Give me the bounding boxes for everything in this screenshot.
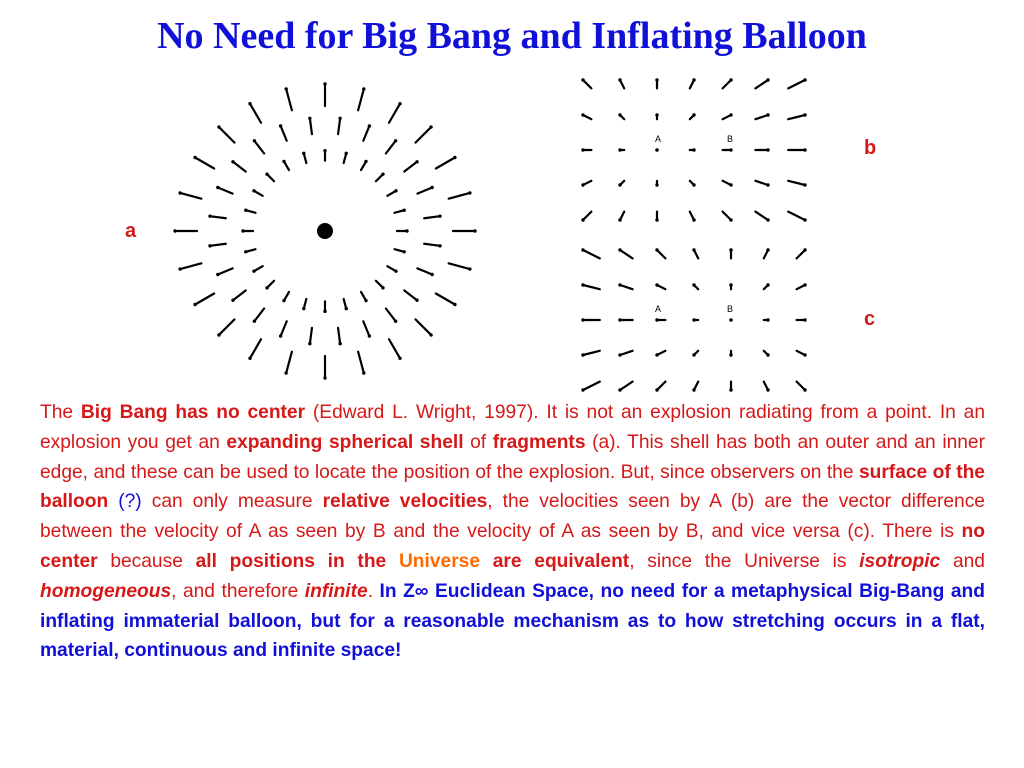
text-run <box>480 551 493 572</box>
fragment-arrow-dot <box>265 286 268 289</box>
fragment-arrow-stroke <box>358 89 364 110</box>
fragment-arrow-dot <box>438 244 441 247</box>
velocity-arrow-dot <box>766 218 769 221</box>
fragment-arrow-dot <box>398 102 401 105</box>
fragment-arrow-dot <box>178 267 181 270</box>
velocity-arrow-dot <box>692 148 695 151</box>
text-run: of <box>463 431 493 453</box>
velocity-arrow-dot <box>803 353 806 356</box>
velocity-arrow-dot <box>581 353 584 356</box>
text-run-bold: relative velocities <box>322 491 488 513</box>
velocity-arrow-stroke <box>755 80 768 88</box>
fragment-arrow-stroke <box>449 263 470 269</box>
velocity-arrow-stroke <box>723 80 731 88</box>
text-run-bold: no center <box>40 521 985 572</box>
velocity-arrow-stroke <box>788 115 805 119</box>
fragment-arrow-dot <box>279 124 282 127</box>
velocity-arrow-dot <box>766 183 769 186</box>
point-label-a: A <box>655 304 662 314</box>
relative-velocity-grid-c <box>581 248 806 391</box>
velocity-arrow-dot <box>618 113 621 116</box>
velocity-arrow-dot <box>766 113 769 116</box>
velocity-arrow-stroke <box>583 382 600 390</box>
velocity-arrow-dot <box>655 78 658 81</box>
text-run: , the velocities seen by A (b) are the vector difference between the velocity of A as seen by B and the velocity of A as seen by B, and vice versa (c). There is <box>40 491 985 543</box>
fragment-arrow-stroke <box>210 244 226 246</box>
fragment-arrow-dot <box>394 269 397 272</box>
velocity-arrow-stroke <box>657 382 665 390</box>
velocity-arrow-stroke <box>657 250 665 258</box>
explosion-diagram-a <box>173 82 476 379</box>
velocity-arrow-dot <box>803 183 806 186</box>
text-run-bold-italic: infinite <box>304 580 368 602</box>
fragment-arrow-dot <box>381 286 384 289</box>
velocity-arrow-dot <box>655 113 658 116</box>
fragment-arrow-stroke <box>386 141 396 154</box>
fragment-arrow-stroke <box>424 244 440 246</box>
fragment-arrow-stroke <box>436 158 455 169</box>
fragment-arrow-dot <box>217 333 220 336</box>
velocity-arrow-stroke <box>797 382 805 390</box>
fragment-arrow-dot <box>345 152 348 155</box>
fragment-arrow-stroke <box>417 268 432 274</box>
velocity-arrow-dot <box>803 248 806 251</box>
fragment-arrow-stroke <box>310 118 312 134</box>
velocity-arrow-dot <box>655 388 658 391</box>
fragment-arrow-dot <box>403 250 406 253</box>
fragment-arrow-stroke <box>219 319 235 335</box>
velocity-arrow-dot <box>618 183 621 186</box>
velocity-arrow-stroke <box>583 351 600 355</box>
fragment-arrow-stroke <box>338 118 340 134</box>
fragment-arrow-stroke <box>449 193 470 199</box>
fragment-arrow-stroke <box>219 127 235 143</box>
fragment-arrow-stroke <box>389 339 400 358</box>
fragment-arrow-dot <box>453 156 456 159</box>
velocity-arrow-dot <box>581 218 584 221</box>
fragment-arrow-dot <box>248 357 251 360</box>
fragment-arrow-dot <box>368 334 371 337</box>
fragment-arrow-stroke <box>218 268 233 274</box>
fragment-arrow-stroke <box>416 319 432 335</box>
fragment-arrow-dot <box>430 273 433 276</box>
fragment-arrow-dot <box>208 214 211 217</box>
velocity-arrow-dot <box>766 248 769 251</box>
velocity-arrow-dot <box>581 283 584 286</box>
relative-velocity-grid-b <box>581 78 806 221</box>
velocity-arrow-dot <box>618 248 621 251</box>
velocity-arrow-dot <box>581 388 584 391</box>
velocity-arrow-stroke <box>583 250 600 258</box>
fragment-arrow-stroke <box>404 162 417 172</box>
text-run-bold: fragments <box>492 431 586 453</box>
velocity-arrow-dot <box>655 248 658 251</box>
velocity-arrow-dot <box>729 283 732 286</box>
text-run <box>108 491 118 512</box>
velocity-arrow-stroke <box>755 181 768 185</box>
fragment-arrow-dot <box>216 186 219 189</box>
fragment-arrow-dot <box>323 149 326 152</box>
velocity-arrow-stroke <box>620 250 633 258</box>
velocity-arrow-dot <box>581 318 584 321</box>
velocity-arrow-dot <box>729 248 732 251</box>
fragment-arrow-dot <box>362 371 365 374</box>
velocity-arrow-dot <box>803 388 806 391</box>
velocity-arrow-dot <box>766 353 769 356</box>
fragment-arrow-dot <box>345 307 348 310</box>
fragment-arrow-dot <box>216 273 219 276</box>
fragment-arrow-dot <box>368 124 371 127</box>
velocity-arrow-dot <box>618 353 621 356</box>
fragment-arrow-dot <box>438 214 441 217</box>
velocity-arrow-dot <box>729 218 732 221</box>
velocity-arrow-dot <box>692 318 695 321</box>
fragment-arrow-dot <box>302 152 305 155</box>
velocity-arrow-dot <box>581 148 584 151</box>
fragment-arrow-dot <box>323 376 326 379</box>
velocity-arrow-stroke <box>620 382 633 390</box>
fragment-arrow-stroke <box>389 104 400 123</box>
fragment-arrow-dot <box>244 250 247 253</box>
velocity-arrow-dot <box>729 183 732 186</box>
explanation-paragraph <box>40 398 985 666</box>
velocity-arrow-stroke <box>755 212 768 220</box>
velocity-arrow-dot <box>766 318 769 321</box>
fragment-arrow-stroke <box>210 216 226 218</box>
fragment-arrow-stroke <box>233 290 246 300</box>
fragment-arrow-dot <box>282 299 285 302</box>
fragment-arrow-dot <box>364 299 367 302</box>
fragment-arrow-dot <box>415 299 418 302</box>
velocity-arrow-stroke <box>583 285 600 289</box>
velocity-arrow-dot <box>581 78 584 81</box>
fragment-arrow-dot <box>231 299 234 302</box>
fragment-arrow-dot <box>429 333 432 336</box>
text-run-universe: Universe <box>398 550 481 572</box>
velocity-arrow-dot <box>581 248 584 251</box>
fragment-arrow-stroke <box>254 141 264 154</box>
velocity-arrow-stroke <box>583 80 591 88</box>
fragment-arrow-stroke <box>417 187 432 193</box>
fragment-arrow-stroke <box>180 193 201 199</box>
velocity-arrow-dot <box>692 248 695 251</box>
fragment-arrow-stroke <box>286 89 292 110</box>
velocity-arrow-dot <box>803 78 806 81</box>
text-run: can only measure <box>141 491 323 513</box>
velocity-arrow-dot <box>803 148 806 151</box>
fragment-arrow-dot <box>208 244 211 247</box>
fragment-arrow-dot <box>468 191 471 194</box>
fragment-arrow-dot <box>394 189 397 192</box>
velocity-arrow-dot <box>803 218 806 221</box>
fragment-arrow-dot <box>252 269 255 272</box>
slide-title: No Need for Big Bang and Inflating Balloon <box>157 15 867 57</box>
fragment-arrow-stroke <box>404 290 417 300</box>
velocity-arrow-dot <box>655 353 658 356</box>
text-run: The <box>40 402 81 423</box>
fragment-arrow-dot <box>241 229 244 232</box>
velocity-arrow-dot <box>729 78 732 81</box>
fragment-arrow-stroke <box>180 263 201 269</box>
text-run-bold: expanding spherical shell <box>226 431 464 453</box>
fragment-arrow-dot <box>244 209 247 212</box>
velocity-arrow-dot <box>692 353 695 356</box>
observer-dot <box>729 318 733 322</box>
text-run-bold: surface of the balloon <box>40 461 985 513</box>
fragment-arrow-stroke <box>363 126 369 141</box>
fragment-arrow-dot <box>308 117 311 120</box>
fragment-arrow-stroke <box>195 158 214 169</box>
fragment-arrow-dot <box>323 310 326 313</box>
fragment-arrow-dot <box>394 139 397 142</box>
fragment-arrow-stroke <box>281 126 287 141</box>
velocity-arrow-dot <box>803 318 806 321</box>
fragment-arrow-dot <box>403 209 406 212</box>
velocity-arrow-dot <box>655 183 658 186</box>
velocity-arrow-dot <box>692 113 695 116</box>
text-run: . <box>367 580 380 602</box>
velocity-arrow-dot <box>618 218 621 221</box>
velocity-arrow-dot <box>618 318 621 321</box>
fragment-arrow-dot <box>468 267 471 270</box>
fragment-arrow-dot <box>217 125 220 128</box>
fragment-arrow-dot <box>282 160 285 163</box>
velocity-arrow-stroke <box>755 115 768 119</box>
fragment-arrow-stroke <box>250 339 261 358</box>
fragment-arrow-dot <box>398 357 401 360</box>
fragment-arrow-dot <box>430 186 433 189</box>
fragment-arrow-dot <box>415 160 418 163</box>
point-label-a: A <box>655 134 662 144</box>
fragment-arrow-dot <box>248 102 251 105</box>
observer-dot <box>655 148 659 152</box>
velocity-arrow-stroke <box>797 250 805 258</box>
fragment-arrow-dot <box>252 189 255 192</box>
fragment-arrow-dot <box>308 342 311 345</box>
fragment-arrow-dot <box>253 139 256 142</box>
fragment-arrow-stroke <box>195 294 214 305</box>
velocity-arrow-dot <box>618 283 621 286</box>
fragment-arrow-stroke <box>436 294 455 305</box>
fragment-arrow-dot <box>364 160 367 163</box>
velocity-arrow-stroke <box>583 212 591 220</box>
fragment-arrow-dot <box>405 229 408 232</box>
fragment-arrow-stroke <box>233 162 246 172</box>
fragment-arrow-stroke <box>281 321 287 336</box>
text-run-bold-italic: homogeneous <box>40 580 172 602</box>
fragment-arrow-dot <box>302 307 305 310</box>
velocity-arrow-dot <box>692 218 695 221</box>
figure-label-b: b <box>864 137 877 159</box>
text-run: (a). This shell has both an outer and an inner edge, and these can be used to locate the position of the explosion. But, since observers on the <box>40 431 985 483</box>
fragment-arrow-dot <box>193 303 196 306</box>
text-run: , since the Universe is <box>629 550 860 572</box>
point-label-b: B <box>727 134 734 144</box>
velocity-arrow-dot <box>766 388 769 391</box>
velocity-arrow-dot <box>581 113 584 116</box>
fragment-arrow-dot <box>173 229 176 232</box>
velocity-arrow-dot <box>618 148 621 151</box>
velocity-arrow-stroke <box>620 351 633 355</box>
text-run: (Edward L. Wright, 1997). It is not an explosion radiating from a point. In an explosion you get an <box>40 402 985 453</box>
velocity-arrow-dot <box>618 78 621 81</box>
fragment-arrow-stroke <box>310 328 312 344</box>
text-run-question: (?) <box>118 491 142 513</box>
text-run: , and therefore <box>171 580 305 602</box>
fragment-arrow-dot <box>429 125 432 128</box>
velocity-arrow-dot <box>766 283 769 286</box>
fragment-arrow-stroke <box>386 308 396 321</box>
fragment-arrow-dot <box>362 87 365 90</box>
velocity-arrow-stroke <box>620 285 633 289</box>
fragment-arrow-dot <box>178 191 181 194</box>
velocity-arrow-stroke <box>788 80 805 88</box>
fragment-arrow-dot <box>338 117 341 120</box>
velocity-arrow-dot <box>692 78 695 81</box>
velocity-arrow-stroke <box>788 212 805 220</box>
fragment-arrow-stroke <box>286 352 292 373</box>
fragment-arrow-dot <box>338 342 341 345</box>
fragment-arrow-dot <box>265 172 268 175</box>
fragment-arrow-stroke <box>338 328 340 344</box>
velocity-arrow-dot <box>655 218 658 221</box>
fragment-arrow-stroke <box>218 187 233 193</box>
fragment-arrow-dot <box>323 82 326 85</box>
fragment-arrow-dot <box>394 319 397 322</box>
explosion-center-dot <box>317 223 333 239</box>
velocity-arrow-dot <box>618 388 621 391</box>
fragment-arrow-dot <box>473 229 476 232</box>
text-run-bold-italic: isotropic <box>859 550 941 572</box>
fragment-arrow-stroke <box>424 216 440 218</box>
text-run-conclusion: In Z∞ Euclidean Space, no need for a metaphysical Big-Bang and inflating immaterial balloon, but for a reasonable mechanism as to how stretching occurs in a flat, material, continuous and infinite space! <box>40 580 985 662</box>
fragment-arrow-dot <box>279 334 282 337</box>
fragment-arrow-dot <box>284 371 287 374</box>
velocity-arrow-dot <box>766 78 769 81</box>
velocity-arrow-dot <box>729 388 732 391</box>
velocity-arrow-dot <box>655 318 658 321</box>
fragment-arrow-stroke <box>416 127 432 143</box>
fragment-arrow-dot <box>381 172 384 175</box>
velocity-arrow-dot <box>655 283 658 286</box>
velocity-arrow-dot <box>692 183 695 186</box>
velocity-arrow-dot <box>729 113 732 116</box>
fragment-arrow-dot <box>193 156 196 159</box>
fragment-arrow-stroke <box>358 352 364 373</box>
fragment-arrow-stroke <box>250 104 261 123</box>
velocity-arrow-dot <box>766 148 769 151</box>
fragment-arrow-dot <box>284 87 287 90</box>
fragment-arrow-stroke <box>254 308 264 321</box>
text-run-bold: are equivalent <box>492 550 630 572</box>
velocity-arrow-stroke <box>788 181 805 185</box>
fragment-arrow-stroke <box>363 321 369 336</box>
velocity-arrow-dot <box>803 113 806 116</box>
velocity-arrow-dot <box>581 183 584 186</box>
point-label-b: B <box>727 304 734 314</box>
figure-label-a: a <box>125 220 137 242</box>
text-run-bold: all positions in the <box>195 550 399 572</box>
velocity-arrow-dot <box>729 353 732 356</box>
velocity-arrow-dot <box>803 283 806 286</box>
fragment-arrow-dot <box>231 160 234 163</box>
text-run: and <box>940 550 985 572</box>
fragment-arrow-dot <box>253 319 256 322</box>
text-run: because <box>97 550 196 572</box>
velocity-arrow-dot <box>692 388 695 391</box>
velocity-arrow-dot <box>729 148 732 151</box>
velocity-arrow-stroke <box>723 212 731 220</box>
figure-label-c: c <box>864 308 876 330</box>
text-run-bold: Big Bang has no center <box>80 402 306 423</box>
fragment-arrow-dot <box>453 303 456 306</box>
velocity-arrow-dot <box>692 283 695 286</box>
